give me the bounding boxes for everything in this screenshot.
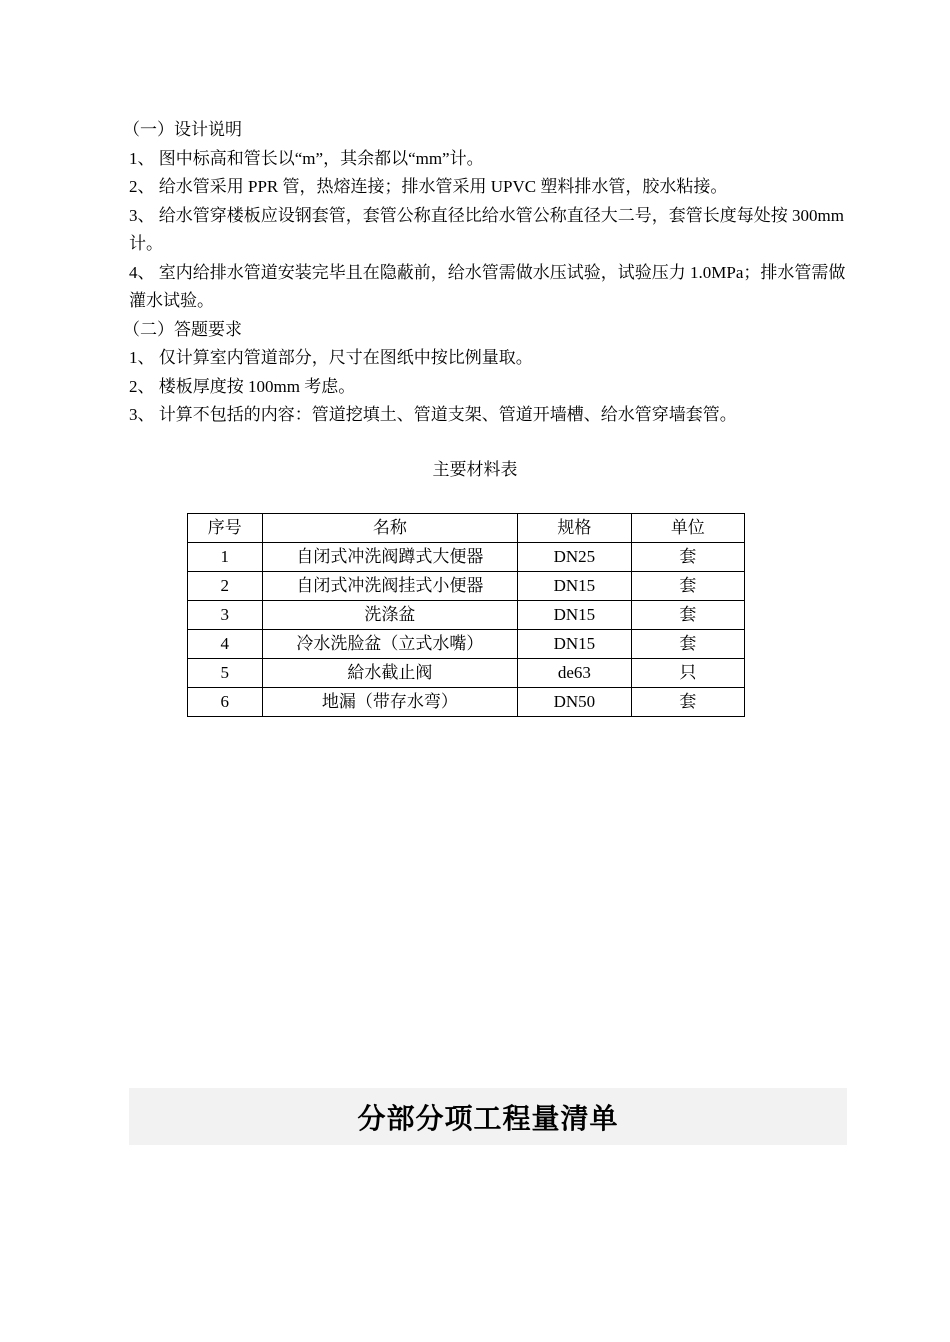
header-name: 名称	[262, 514, 518, 543]
design-note-item: 3、 给水管穿楼板应设钢套管，套管公称直径比给水管公称直径大二号，套管长度每处按 300mm 计。	[129, 205, 844, 253]
cell-unit: 套	[631, 543, 744, 572]
table-row	[188, 688, 745, 717]
header-spec: 规格	[518, 514, 632, 543]
cell-spec: DN15	[518, 572, 632, 601]
materials-table	[187, 513, 745, 717]
design-note-item: 4、 室内给排水管道安装完毕且在隐蔽前，给水管需做水压试验，试验压力 1.0MPa；排水管需做灌水试验。	[129, 262, 846, 310]
cell-seq: 4	[188, 630, 263, 659]
header-seq: 序号	[188, 514, 263, 543]
table-row	[188, 630, 745, 659]
cell-name: 地漏（带存水弯）	[262, 688, 518, 717]
cell-name: 洗涤盆	[262, 601, 518, 630]
table-row	[188, 659, 745, 688]
cell-unit: 套	[631, 688, 744, 717]
cell-name: 自闭式冲洗阀蹲式大便器	[262, 543, 518, 572]
cell-unit: 套	[631, 601, 744, 630]
cell-spec: de63	[518, 659, 632, 688]
cell-spec: DN25	[518, 543, 632, 572]
cell-name: 自闭式冲洗阀挂式小便器	[262, 572, 518, 601]
requirement-item: 2、 楼板厚度按 100mm 考虑。	[129, 376, 356, 396]
cell-spec: DN15	[518, 601, 632, 630]
cell-seq: 3	[188, 601, 263, 630]
requirements-heading: （二）答题要求	[123, 319, 242, 339]
table-row	[188, 572, 745, 601]
design-notes-heading: （一）设计说明	[123, 120, 242, 139]
cell-name: 給水截止阀	[262, 659, 518, 688]
section-banner-title: 分部分项工程量清单	[357, 1101, 619, 1135]
requirement-item: 3、 计算不包括的内容：管道挖填土、管道支架、管道开墙槽、给水管穿墙套管。	[129, 405, 737, 424]
cell-unit: 只	[631, 659, 744, 688]
cell-seq: 2	[188, 572, 263, 601]
notes-section	[123, 116, 849, 430]
design-note-item: 2、 给水管采用 PPR 管，热熔连接；排水管采用 UPVC 塑料排水管，胶水粘接。	[129, 177, 728, 196]
table-header-row	[188, 514, 745, 543]
design-note-item: 1、 图中标高和管长以“m”，其余都以“mm”计。	[129, 148, 484, 168]
cell-unit: 套	[631, 572, 744, 601]
cell-unit: 套	[631, 630, 744, 659]
section-banner	[129, 1088, 847, 1145]
header-unit: 单位	[631, 514, 744, 543]
cell-seq: 1	[188, 543, 263, 572]
materials-table-title: 主要材料表	[432, 460, 518, 479]
requirement-item: 1、 仅计算室内管道部分，尺寸在图纸中按比例量取。	[129, 348, 533, 367]
cell-spec: DN50	[518, 688, 632, 717]
cell-spec: DN15	[518, 630, 632, 659]
table-row	[188, 601, 745, 630]
cell-name: 冷水洗脸盆（立式水嘴）	[262, 630, 518, 659]
table-row	[188, 543, 745, 572]
cell-seq: 5	[188, 659, 263, 688]
cell-seq: 6	[188, 688, 263, 717]
